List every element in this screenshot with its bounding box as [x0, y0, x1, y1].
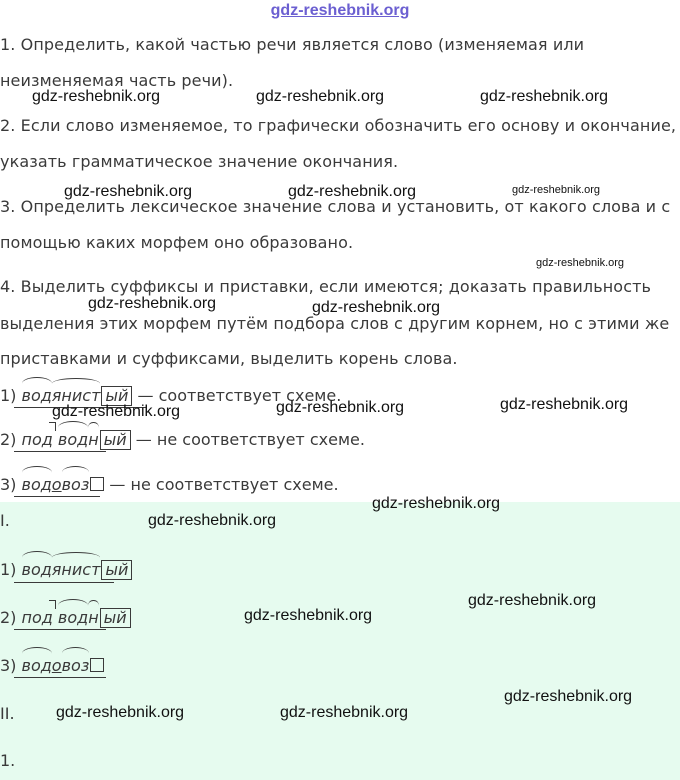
watermark: gdz-reshebnik.org — [276, 399, 405, 416]
example-3 — [0, 475, 339, 494]
example-2-ending: ый — [100, 430, 131, 450]
example-2-prefix: под — [21, 430, 53, 449]
example-3-empty-ending — [90, 477, 104, 491]
example-3-note: — не соответствует схеме. — [109, 475, 339, 494]
watermark: gdz-reshebnik.org — [88, 295, 217, 312]
answer-3-empty-ending — [90, 658, 104, 672]
answer-2-suffix: н — [88, 608, 99, 627]
example-3-root-2: воз — [61, 475, 90, 494]
watermark: gdz-reshebnik.org — [288, 183, 417, 200]
watermark: gdz-reshebnik.org — [256, 88, 385, 105]
answer-1-ending: ый — [101, 560, 132, 580]
answer-2 — [0, 608, 131, 628]
step-3-line-1: 3. Определить лексическое значение слова и установить, от какого слова и с — [0, 197, 671, 216]
green-answer-panel — [0, 502, 680, 780]
step-2-line-2: указать грамматическое значение окончания. — [0, 152, 399, 171]
watermark: gdz-reshebnik.org — [64, 183, 193, 200]
example-3-number: 3) — [0, 475, 17, 494]
answer-1-number: 1) — [0, 560, 17, 579]
example-1-note: — соответствует схеме. — [137, 386, 342, 405]
answer-2-root: вод — [57, 608, 89, 627]
step-4-line-2: выделения этих морфем путём подбора слов с другим корнем, но с этими же — [0, 314, 670, 333]
watermark: gdz-reshebnik.org — [52, 403, 181, 420]
watermark: gdz-reshebnik.org — [512, 184, 601, 196]
answer-3-root: вод — [21, 656, 52, 675]
answer-3-root-2: воз — [61, 656, 90, 675]
answer-1-root: вод — [21, 560, 52, 579]
step-1-line-2: неизменяемая часть речи). — [0, 71, 234, 90]
example-2-root: вод — [57, 430, 89, 449]
example-2-number: 2) — [0, 430, 17, 449]
watermark: gdz-reshebnik.org — [372, 495, 501, 512]
watermark: gdz-reshebnik.org — [148, 512, 277, 529]
watermark: gdz-reshebnik.org — [500, 396, 629, 413]
watermark: gdz-reshebnik.org — [244, 607, 373, 624]
watermark: gdz-reshebnik.org — [312, 299, 441, 316]
example-1-number: 1) — [0, 386, 17, 405]
answer-3-number: 3) — [0, 656, 17, 675]
watermark: gdz-reshebnik.org — [280, 704, 409, 721]
answer-3-stem-line — [14, 677, 106, 678]
watermark: gdz-reshebnik.org — [536, 257, 625, 269]
step-4-line-1: 4. Выделить суффиксы и приставки, если имеются; доказать правильность — [0, 277, 652, 296]
last-item-label: 1. — [0, 751, 16, 770]
step-3-line-2: помощью каких морфем оно образовано. — [0, 233, 354, 252]
step-2-line-1: 2. Если слово изменяемое, то графически обозначить его основу и окончание, — [0, 116, 677, 135]
answer-2-ending: ый — [100, 608, 131, 628]
section-two-label: II. — [0, 704, 15, 723]
watermark: gdz-reshebnik.org — [468, 592, 597, 609]
answer-1 — [0, 560, 132, 580]
example-1-root: вод — [21, 386, 52, 405]
example-2-stem-line — [14, 451, 106, 452]
section-one-label: I. — [0, 511, 10, 530]
example-3-stem-line — [14, 496, 100, 497]
answer-1-stem-line — [14, 582, 114, 583]
example-2-suffix: н — [88, 430, 99, 449]
watermark: gdz-reshebnik.org — [480, 88, 609, 105]
watermark: gdz-reshebnik.org — [56, 704, 185, 721]
answer-2-number: 2) — [0, 608, 17, 627]
step-1-line-1: 1. Определить, какой частью речи является слово (изменяемая или — [0, 35, 585, 54]
top-watermark: gdz-reshebnik.org — [270, 2, 410, 19]
example-3-connector: о — [51, 475, 62, 494]
answer-3 — [0, 656, 104, 675]
step-4-line-3: приставками и суффиксами, выделить корень слова. — [0, 349, 458, 368]
example-1-suffix: янист — [51, 386, 101, 405]
answer-1-suffix: янист — [51, 560, 101, 579]
example-3-root: вод — [21, 475, 52, 494]
answer-2-prefix: под — [21, 608, 53, 627]
watermark: gdz-reshebnik.org — [504, 688, 633, 705]
example-1-ending: ый — [101, 386, 132, 406]
answer-3-connector: о — [51, 656, 62, 675]
example-2-note: — не соответствует схеме. — [135, 430, 365, 449]
answer-2-stem-line — [14, 629, 106, 630]
example-2 — [0, 430, 365, 450]
watermark: gdz-reshebnik.org — [32, 88, 161, 105]
